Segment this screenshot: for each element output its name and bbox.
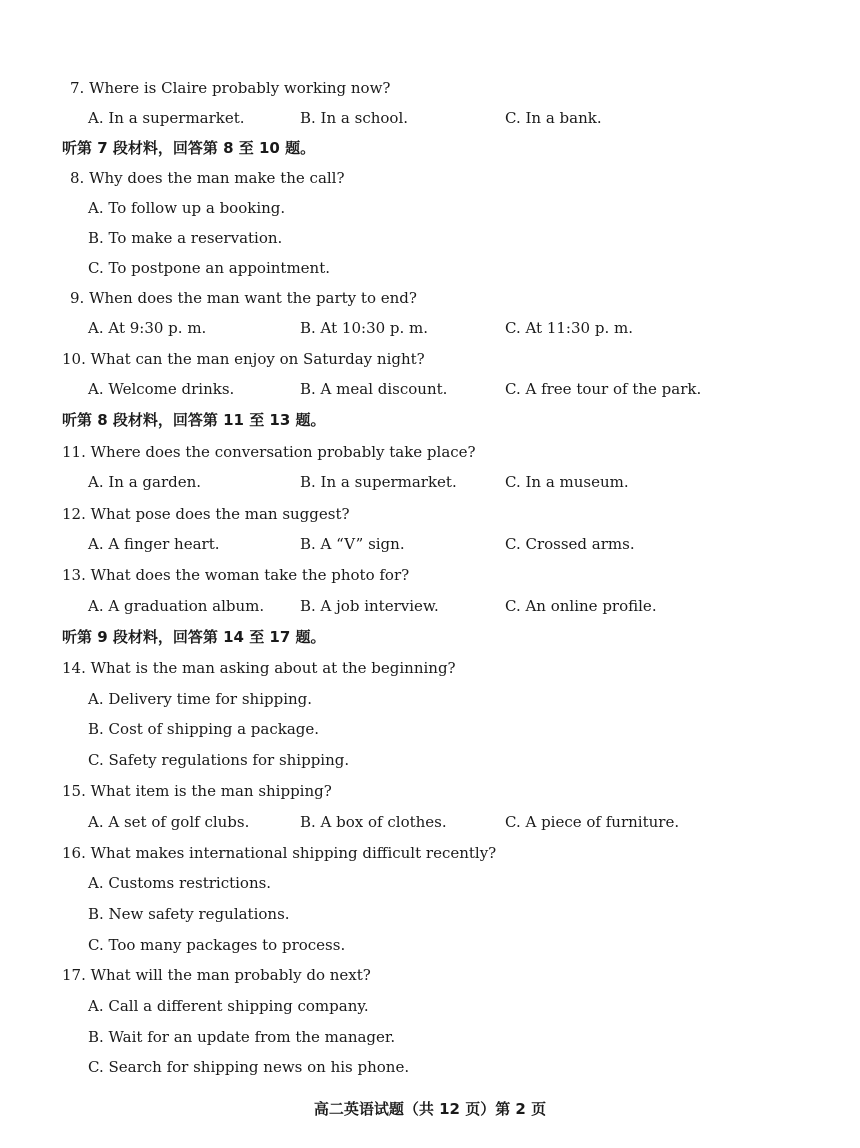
question-17-option-c: C. Search for shipping news on his phone.	[88, 1058, 410, 1076]
question-13-option-c: C. An online profile.	[505, 597, 657, 615]
question-10-stem: 10. What can the man enjoy on Saturday night?	[62, 350, 425, 368]
question-12-option-a: A. A finger heart.	[88, 535, 220, 553]
question-12-option-c: C. Crossed arms.	[505, 535, 635, 553]
question-9-option-c: C. At 11:30 p. m.	[505, 319, 633, 337]
question-14-option-b: B. Cost of shipping a package.	[88, 720, 320, 738]
question-17-option-b: B. Wait for an update from the manager.	[88, 1028, 396, 1046]
question-16-option-a: A. Customs restrictions.	[88, 874, 272, 892]
question-12-option-b: B. A “V” sign.	[300, 535, 405, 553]
section-9-heading: 听第 9 段材料，回答第 14 至 17 题。	[62, 628, 326, 646]
question-10-option-b: B. A meal discount.	[300, 380, 448, 398]
question-15-option-c: C. A piece of furniture.	[505, 813, 680, 831]
question-13-option-b: B. A job interview.	[300, 597, 439, 615]
question-13-option-a: A. A graduation album.	[88, 597, 265, 615]
question-7-option-c: C. In a bank.	[505, 109, 602, 127]
question-16-stem: 16. What makes international shipping difficult recently?	[62, 844, 497, 862]
question-14-stem: 14. What is the man asking about at the beginning?	[62, 659, 456, 677]
question-12-stem: 12. What pose does the man suggest?	[62, 505, 350, 523]
question-8-option-a: A. To follow up a booking.	[88, 199, 286, 217]
question-9-option-a: A. At 9:30 p. m.	[88, 319, 207, 337]
question-13-stem: 13. What does the woman take the photo for?	[62, 566, 410, 584]
question-14-option-c: C. Safety regulations for shipping.	[88, 751, 350, 769]
question-11-option-a: A. In a garden.	[88, 473, 202, 491]
question-7-option-b: B. In a school.	[300, 109, 409, 127]
question-11-option-b: B. In a supermarket.	[300, 473, 457, 491]
question-7-option-a: A. In a supermarket.	[88, 109, 245, 127]
question-16-option-b: B. New safety regulations.	[88, 905, 290, 923]
question-11-option-c: C. In a museum.	[505, 473, 629, 491]
question-15-stem: 15. What item is the man shipping?	[62, 782, 332, 800]
question-14-option-a: A. Delivery time for shipping.	[88, 690, 313, 708]
page-footer: 高二英语试题（共 12 页）第 2 页	[313, 1100, 547, 1118]
question-10-option-a: A. Welcome drinks.	[88, 380, 235, 398]
question-17-option-a: A. Call a different shipping company.	[88, 997, 369, 1015]
question-10-option-c: C. A free tour of the park.	[505, 380, 702, 398]
question-11-stem: 11. Where does the conversation probably take place?	[62, 443, 476, 461]
question-15-option-b: B. A box of clothes.	[300, 813, 447, 831]
section-8-heading: 听第 8 段材料，回答第 11 至 13 题。	[62, 411, 326, 429]
question-16-option-c: C. Too many packages to process.	[88, 936, 346, 954]
section-7-heading: 听第 7 段材料，回答第 8 至 10 题。	[62, 139, 316, 157]
question-8-option-b: B. To make a reservation.	[88, 229, 283, 247]
question-9-stem: 9. When does the man want the party to end?	[70, 289, 417, 307]
question-9-option-b: B. At 10:30 p. m.	[300, 319, 429, 337]
question-8-stem: 8. Why does the man make the call?	[70, 169, 345, 187]
question-15-option-a: A. A set of golf clubs.	[88, 813, 250, 831]
question-7-stem: 7. Where is Claire probably working now?	[70, 79, 391, 97]
question-8-option-c: C. To postpone an appointment.	[88, 259, 331, 277]
question-17-stem: 17. What will the man probably do next?	[62, 966, 371, 984]
